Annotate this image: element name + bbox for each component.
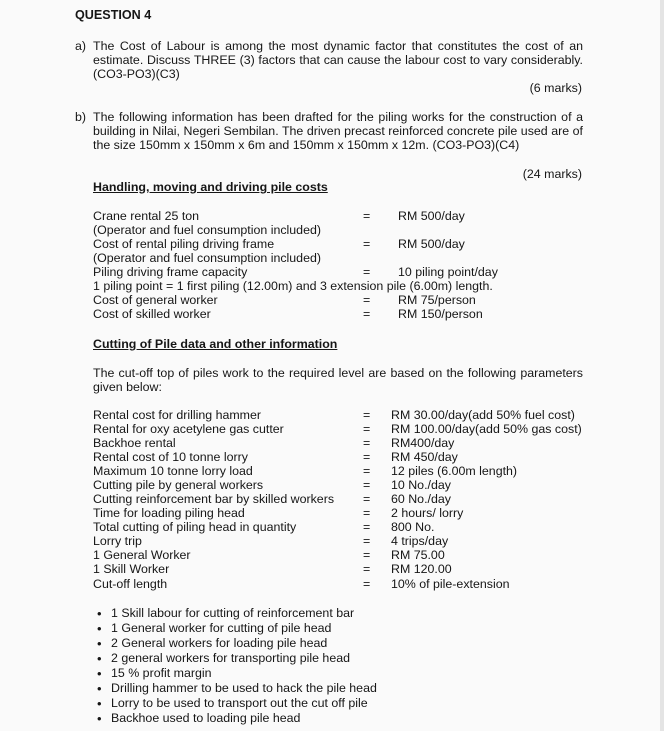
row-value: RM 150/person [398,307,483,321]
list-item: • Lorry to be used to transport out the cut off pile [93,696,377,711]
row-equals: = [363,534,371,548]
part-a-label: a) [75,39,87,53]
row-equals: = [363,520,371,534]
row-equals: = [363,436,371,450]
row-equals: = [363,548,371,562]
row-value: RM 75.00 [391,548,445,562]
row-label: Rental cost for drilling hammer [93,408,262,422]
row-label: Time for loading piling head [93,506,245,520]
row-value: 12 piles (6.00m length) [391,464,518,478]
row-value: RM 500/day [398,209,465,223]
cutting-intro: The cut-off top of piles work to the required level are based on the following parameters given below: [93,366,583,394]
list-item: • Drilling hammer to be used to hack the pile head [93,681,377,696]
row-label: Cost of skilled worker [93,307,211,321]
row-value: RM400/day [391,436,455,450]
row-label: Total cutting of piling head in quantity [93,520,297,534]
row-equals: = [363,422,371,436]
row-equals: = [363,478,371,492]
row-value: 60 No./day [391,492,451,506]
row-equals: = [363,450,371,464]
assumptions-list [93,606,377,726]
row-value: RM 30.00/day(add 50% fuel cost) [391,408,575,422]
row-value: RM 120.00 [391,562,452,576]
list-item: • 1 General worker for cutting of pile head [93,621,377,636]
part-a-marks: (6 marks) [529,81,582,95]
row-value: 10 piling point/day [398,265,498,279]
row-label: Piling driving frame capacity [93,265,248,279]
list-item: • 2 General workers for loading pile head [93,636,377,651]
row-label: Cutting reinforcement bar by skilled workers [93,492,335,506]
row-equals: = [363,265,371,279]
list-item: • Backhoe used to loading pile head [93,711,377,726]
row-label: (Operator and fuel consumption included) [93,223,321,237]
list-item: • 15 % profit margin [93,666,377,681]
row-equals: = [363,506,371,520]
row-equals: = [363,577,371,591]
row-value: 2 hours/ lorry [391,506,464,520]
row-value: 10 No./day [391,478,451,492]
row-label: Cost of general worker [93,293,218,307]
page-edge-shadow [660,0,664,731]
row-label: 1 General Worker [93,548,191,562]
row-value: RM 450/day [391,450,458,464]
row-label: Lorry trip [93,534,142,548]
row-label: 1 Skill Worker [93,562,170,576]
row-equals: = [363,492,371,506]
row-label: Crane rental 25 ton [93,209,200,223]
row-equals: = [363,562,371,576]
row-value: 800 No. [391,520,435,534]
row-value: RM 500/day [398,237,465,251]
row-equals: = [363,307,371,321]
section-heading-cutting: Cutting of Pile data and other information [93,337,338,351]
row-label: Maximum 10 tonne lorry load [93,464,253,478]
part-b-marks: (24 marks) [522,167,582,181]
row-equals: = [363,237,371,251]
row-value: RM 75/person [398,293,476,307]
list-item: • 2 general workers for transporting pile head [93,651,377,666]
row-equals: = [363,408,371,422]
row-value: 10% of pile-extension [391,577,510,591]
part-b-label: b) [75,110,87,124]
row-value: RM 100.00/day(add 50% gas cost) [391,422,582,436]
question-title: QUESTION 4 [75,8,152,22]
list-item: • 1 Skill labour for cutting of reinforcement bar [93,606,377,621]
row-value: 4 trips/day [391,534,449,548]
row-label: Rental for oxy acetylene gas cutter [93,422,284,436]
part-b-text: The following information has been drafted for the piling works for the construction of a building in Nilai, Negeri Sembilan. The driven precast reinforced concrete pile used are of the size 150mm x 150mm x 6m and 150mm x 150mm x 12m. (CO3-PO3)(C4) [93,110,583,152]
section-heading-handling: Handling, moving and driving pile costs [93,180,328,194]
row-label: Cutting pile by general workers [93,478,264,492]
row-label: Rental cost of 10 tonne lorry [93,450,248,464]
row-label: Cost of rental piling driving frame [93,237,275,251]
part-a-text: The Cost of Labour is among the most dynamic factor that constitutes the cost of an estimate. Discuss THREE (3) factors that can cause the labour cost to vary considerably. (CO3-PO3)(C3) [93,39,583,81]
row-equals: = [363,293,371,307]
row-label: (Operator and fuel consumption included) [93,251,321,265]
row-equals: = [363,209,371,223]
row-label: Cut-off length [93,577,168,591]
row-label: 1 piling point = 1 first piling (12.00m) and 3 extension pile (6.00m) length. [93,279,493,293]
row-equals: = [363,464,371,478]
row-label: Backhoe rental [93,436,176,450]
